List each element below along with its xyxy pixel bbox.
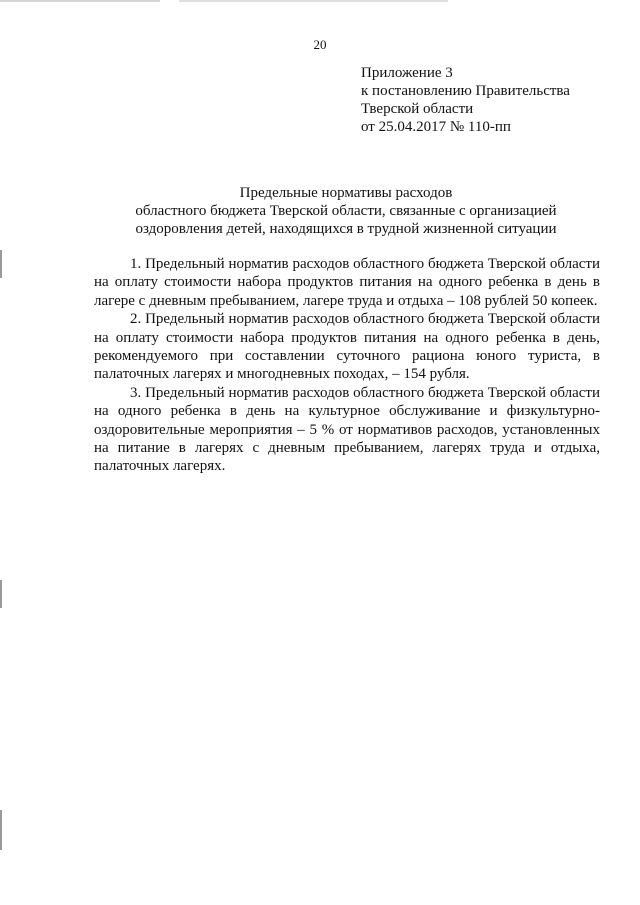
- appendix-line: Тверской области: [361, 101, 474, 117]
- scan-edge-line: [0, 0, 640, 2]
- scan-margin-mark: [0, 810, 2, 850]
- title-line: Предельные нормативы расходов: [239, 185, 453, 201]
- appendix-block: [361, 64, 570, 136]
- paragraph-1: 1. Предельный норматив расходов областного бюджета Тверской области на оплату стоимости набора продуктов питания на одного ребенка в день в лагере с дневным пребыванием, лагере труда и отдыха – 108 рублей 50 копеек.: [94, 256, 600, 309]
- appendix-line: к постановлению Правительства: [361, 83, 570, 99]
- paragraph-3: 3. Предельный норматив расходов областного бюджета Тверской области на одного ребенка в день на культурное обслуживание и физкультурно-оздоровительные мероприятия – 5 % от нормативов расходов, установленных на питание в лагерях с дневным пребыванием, лагерях труда и отдыха, палаточных лагерях.: [94, 384, 600, 475]
- appendix-line: Приложение 3: [361, 65, 453, 81]
- page-number: 20: [313, 37, 327, 52]
- paragraph-2: 2. Предельный норматив расходов областного бюджета Тверской области на оплату стоимости набора продуктов питания на одного ребенка в день, рекомендуемого при составлении суточного рациона юного туриста, в палаточных лагерях и многодневных походах, – 154 рубля.: [94, 311, 600, 383]
- title-line: областного бюджета Тверской области, связанные с организацией: [135, 203, 557, 219]
- document-body: [94, 255, 600, 476]
- title-line: оздоровления детей, находящихся в трудной жизненной ситуации: [135, 221, 557, 237]
- scan-margin-mark: [0, 580, 2, 608]
- scan-margin-mark: [0, 250, 2, 278]
- appendix-line: от 25.04.2017 № 110-пп: [361, 119, 511, 135]
- document-title: [90, 184, 602, 238]
